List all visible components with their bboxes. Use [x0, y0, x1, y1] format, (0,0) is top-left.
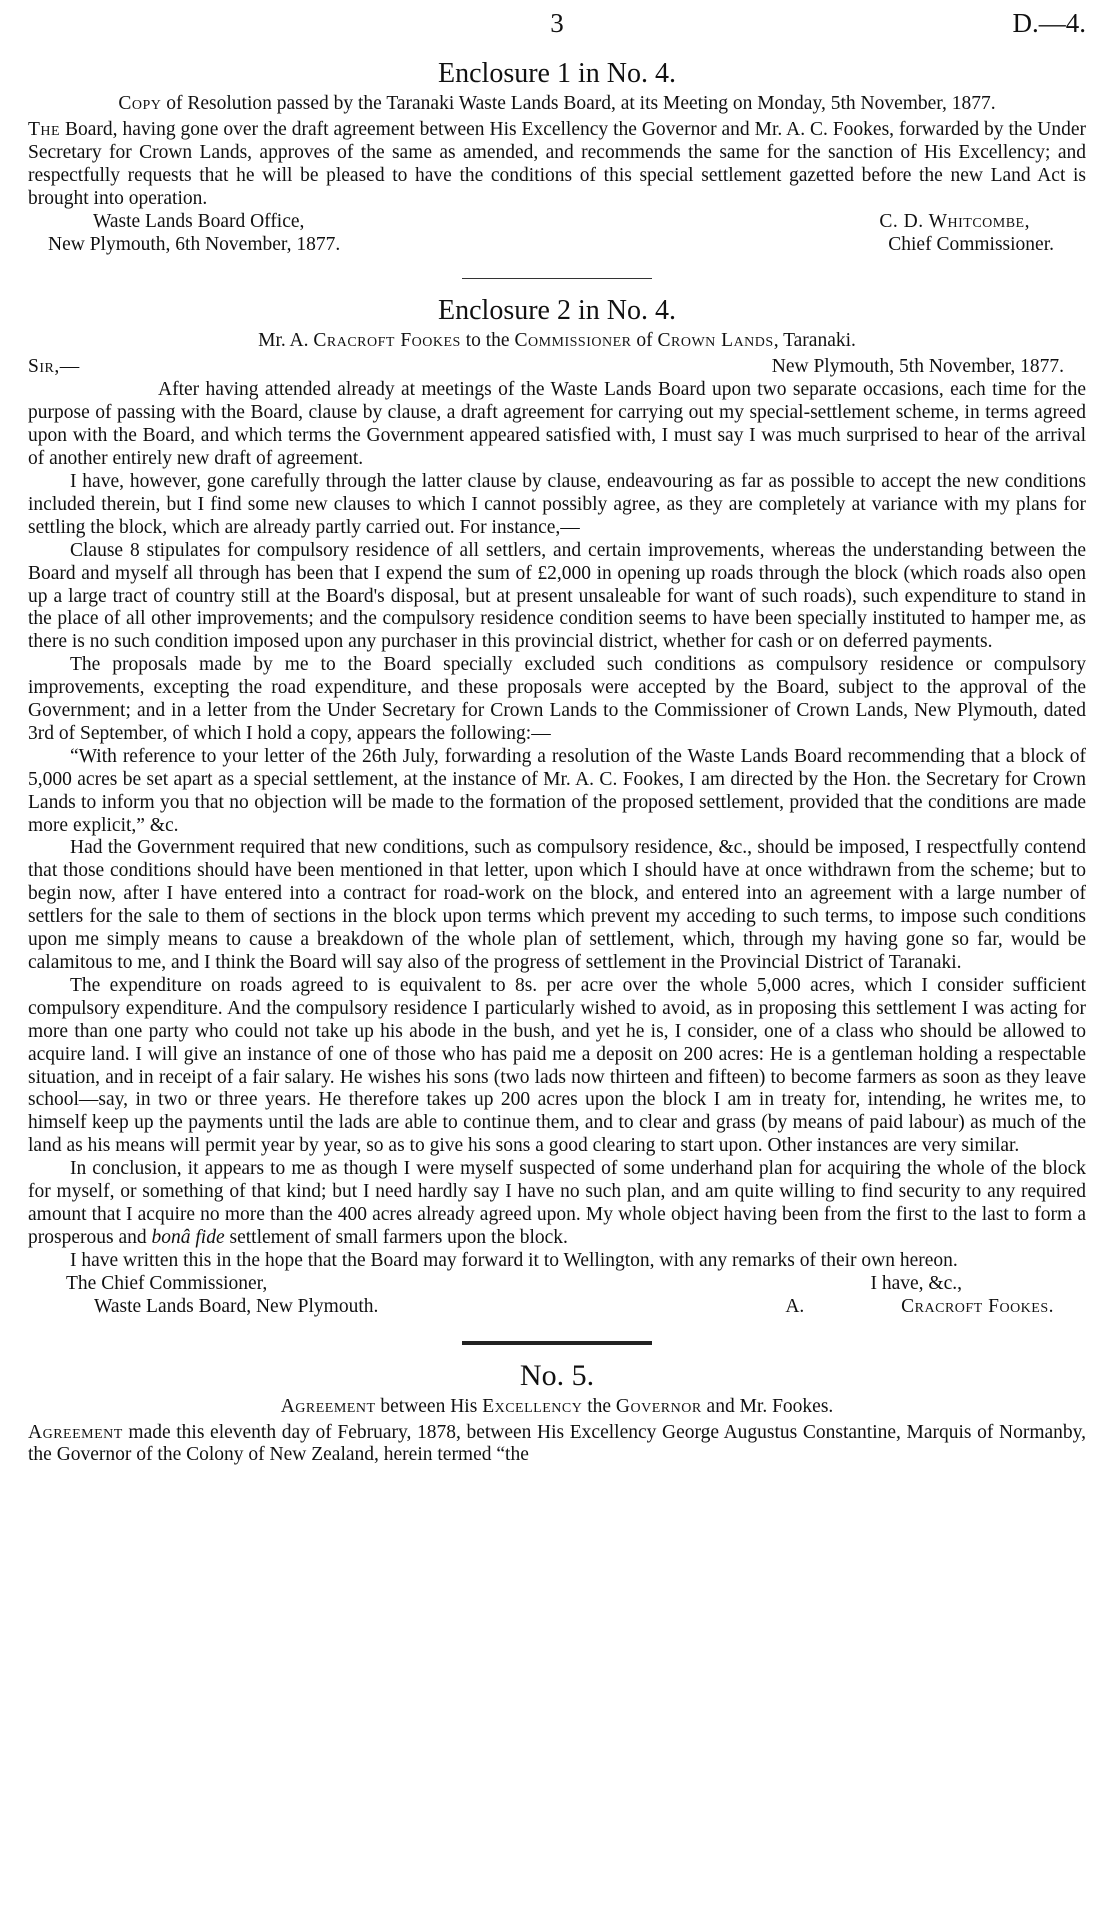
letter-paragraph-9: I have written this in the hope that the Board may forward it to Wellington, with any remarks of their own hereon.: [70, 1249, 958, 1271]
signature-name: Cracroft Fookes.: [901, 1295, 1054, 1317]
no-5-heading: No. 5.: [519, 1358, 595, 1392]
document-reference: D.—4.: [1012, 8, 1086, 38]
paragraph-8-italic: bonâ fide: [151, 1226, 225, 1248]
page-header: [28, 6, 1086, 44]
enclosure-2-heading: Enclosure 2 in No. 4.: [438, 295, 676, 327]
salutation-line: [28, 356, 1086, 379]
subtitle-commissioner: Commissioner: [514, 330, 632, 352]
subtitle-rest: of Resolution passed by the Taranaki Waste Lands Board, at its Meeting on Monday, 5th November, 1877.: [161, 93, 996, 114]
addressee-line-2: Waste Lands Board, New Plymouth.: [94, 1295, 379, 1317]
closing: I have, &c.,: [870, 1272, 962, 1294]
enclosure-1-body: [28, 119, 1086, 211]
letter-paragraph-8: [28, 1158, 1086, 1250]
subtitle-between: between His: [375, 1395, 483, 1417]
letter-paragraph-3: Clause 8 stipulates for compulsory residence of all settlers, and certain improvements, whereas the understanding between the Board and myself all through has been that I expend the sum of £2,000 in opening up roads through the block (which roads also open up a large tract of country still at the Board's disposal, but at present unsaleable for want of such roads), such expenditure to stand in the place of all other improvements; and the compulsory residence condition seems to have been specially instituted to hamper me, as there is no such condition imposed upon any purchaser in this provincial district, whether for cash or on deferred payments.: [28, 539, 1086, 653]
subtitle-the: the: [582, 1395, 616, 1417]
no-5-subtitle: [28, 1395, 1086, 1418]
enclosure-1-subtitle: [28, 92, 1086, 115]
signer-title: Chief Commissioner.: [888, 233, 1054, 255]
enclosure-1-heading: Enclosure 1 in No. 4.: [438, 58, 676, 89]
letter-signature: [785, 1296, 1054, 1319]
signer-name: C. D. Whitcombe,: [879, 210, 1030, 232]
subtitle-governor: Governor: [615, 1395, 702, 1417]
page-number: 3: [550, 8, 564, 38]
subtitle-from: Cracroft Fookes: [313, 330, 461, 352]
letter-paragraph-4: The proposals made by me to the Board specially excluded such conditions as compulsory residence or compulsory improvements, excepting the road expenditure, and these proposals were accepted by the Board, subject to the approval of the Government; and in a letter from the Under Secretary for Crown Lands to the Commissioner of Crown Lands, New Plymouth, dated 3rd of September, of which I hold a copy, appears the following:—: [28, 654, 1086, 744]
subtitle-crown-lands: Crown Lands: [657, 330, 774, 352]
subtitle-agreement: Agreement: [280, 1395, 376, 1417]
dateline: New Plymouth, 5th November, 1877.: [771, 356, 1064, 378]
enclosure-2-subtitle: [28, 329, 1086, 352]
agreement-body: made this eleventh day of February, 1878, between His Excellency George Augustus Constantine, Marquis of Normanby, the Governor of the Colony of New Zealand, herein termed “the: [28, 1421, 1086, 1466]
letter-paragraph-2: I have, however, gone carefully through the latter clause by clause, endeavouring as far as possible to accept the new conditions included therein, but I find some new clauses to which I cannot possibly agree, as they are completely at variance with my plans for settling the block, which are already partly carried out. For instance,—: [28, 470, 1086, 538]
letter-paragraph-1: After having attended already at meetings of the Waste Lands Board upon two separate occasions, each time for the purpose of passing with the Board, clause by clause, a draft agreement for carrying out my special-settlement scheme, in terms agreed upon with the Board, and which terms the Government appeared satisfied with, I must say I was much surprised to hear of the arrival of another entirely new draft of agreement.: [28, 379, 1086, 470]
subtitle-end: and Mr. Fookes.: [701, 1395, 834, 1417]
enclosure-1-signature-block: [28, 211, 1086, 257]
paragraph-8-text: In conclusion, it appears to me as though I were myself suspected of some underhand plan for acquiring the whole of the block for myself, or something of that kind; but I need hardly say I have no such plan, and am quite willing to find security to any required amount that I acquire no more than the 400 acres already agreed upon. My whole object having been from the first to the last to form a prosperous and: [28, 1158, 1086, 1248]
subtitle-to: to the: [460, 330, 515, 352]
section-divider-thick: [462, 1341, 652, 1345]
enclosure-2: [28, 295, 1086, 1318]
enclosure-2-signature-block: [28, 1273, 1086, 1319]
salutation: Sir,—: [28, 356, 80, 378]
subtitle-mr: Mr. A.: [258, 330, 314, 352]
agreement-opening: [28, 1422, 1086, 1468]
section-divider-thin: [462, 278, 652, 279]
letter-paragraph-5-quotation: “With reference to your letter of the 26th July, forwarding a resolution of the Waste Lands Board recommending that a block of 5,000 acres be set apart as a special settlement, at the instance of Mr. A. C. Fookes, I am directed by the Hon. the Secretary for Crown Lands to inform you that no objection will be made to the formation of the proposed settlement, provided that the conditions are made more explicit,” &c.: [28, 745, 1086, 836]
paragraph-8-end: settlement of small farmers upon the block.: [224, 1226, 568, 1248]
body-rest: Board, having gone over the draft agreement between His Excellency the Governor and Mr. A. C. Fookes, forwarded by the Under Secretary for Crown Lands, approves of the same as amended, and recommends the same for the sanction of His Excellency; and respectfully requests that he will be pleased to have the conditions of this special settlement gazetted before the new Land Act is brought into operation.: [28, 119, 1086, 209]
letter-paragraph-7: The expenditure on roads agreed to is equivalent to 8s. per acre over the whole 5,000 acres, which I consider sufficient compulsory expenditure. And the compulsory residence I particularly wished to avoid, as in proposing this settlement I was acting for more than one party who could not take up his abode in the bush, and yet he is, I consider, one of a class who should be allowed to acquire land. I will give an instance of one of those who has paid me a deposit on 200 acres: He is a gentleman holding a respectable situation, and in receipt of a fair salary. He wishes his sons (two lads now thirteen and fifteen) to become farmers as soon as they leave school—say, in two or three years. He therefore takes up 200 acres upon the block I am in treaty for, intending, he writes me, to himself keep up the payments until the lads are able to continue them, and to clear and grass (by means of paid labour) as much of the land as his means will permit year by year, so as to give his sons a good clearing to start upon. Other instances are very similar.: [28, 974, 1086, 1157]
letter-paragraph-6: Had the Government required that new conditions, such as compulsory residence, &c., should be imposed, I respectfully contend that those conditions should have been mentioned in that letter, upon which I should have at once withdrawn from the scheme; but to begin now, after I have entered into a contract for road-work on the block, and entered into an agreement with a large number of settlers for the sale to them of sections in the block upon terms which prevent my acceding to such terms, to impose such conditions upon me simply means to cause a breakdown of the whole plan of settlement, which, through my having gone so far, would be calamitous to me, and I think the Board will say also of the progress of settlement in the Provincial District of Taranaki.: [28, 837, 1086, 973]
signature-initials: A.: [785, 1295, 810, 1317]
agreement-no-5: [28, 1359, 1086, 1468]
addressee-line-1: The Chief Commissioner,: [66, 1272, 268, 1294]
enclosure-1: [28, 58, 1086, 256]
office-line-1: Waste Lands Board Office,: [93, 210, 305, 232]
subtitle-of: of: [631, 330, 658, 352]
agreement-lead-word: Agreement: [28, 1421, 123, 1443]
subtitle-place: , Taranaki.: [773, 330, 856, 352]
body-lead-word: The: [28, 119, 61, 140]
subtitle-excellency: Excellency: [482, 1395, 583, 1417]
subtitle-lead-word: Copy: [118, 93, 162, 114]
document-page: [28, 6, 1086, 1467]
office-line-2: New Plymouth, 6th November, 1877.: [48, 233, 341, 255]
